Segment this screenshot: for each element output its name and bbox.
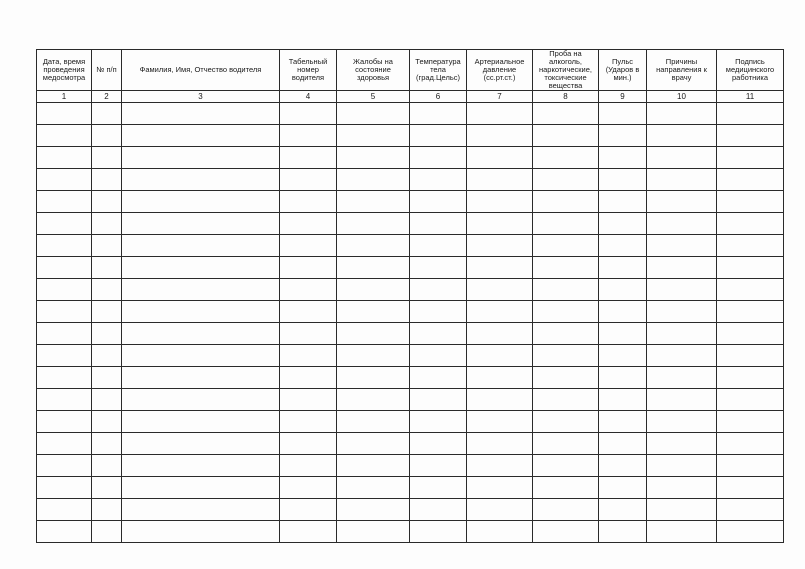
- entry-cell: [92, 367, 122, 389]
- entry-cell: [280, 521, 337, 543]
- entry-cell: [280, 433, 337, 455]
- entry-cell: [337, 191, 410, 213]
- entry-cell: [122, 345, 280, 367]
- entry-cell: [337, 499, 410, 521]
- table-row: [37, 301, 784, 323]
- entry-cell: [37, 125, 92, 147]
- column-number: 5: [337, 91, 410, 103]
- entry-cell: [337, 367, 410, 389]
- entry-cell: [467, 455, 533, 477]
- entry-cell: [599, 191, 647, 213]
- entry-cell: [533, 125, 599, 147]
- entry-cell: [92, 323, 122, 345]
- entry-cell: [647, 257, 717, 279]
- entry-cell: [533, 279, 599, 301]
- entry-cell: [37, 499, 92, 521]
- entry-cell: [337, 389, 410, 411]
- entry-cell: [533, 191, 599, 213]
- table-row: [37, 235, 784, 257]
- entry-cell: [122, 169, 280, 191]
- entry-cell: [467, 301, 533, 323]
- entry-cell: [280, 389, 337, 411]
- entry-cell: [122, 103, 280, 125]
- entry-cell: [280, 191, 337, 213]
- column-number: 8: [533, 91, 599, 103]
- entry-cell: [467, 235, 533, 257]
- entry-cell: [37, 521, 92, 543]
- entry-cell: [533, 235, 599, 257]
- entry-cell: [717, 257, 784, 279]
- column-number: 10: [647, 91, 717, 103]
- entry-cell: [410, 147, 467, 169]
- entry-cell: [599, 433, 647, 455]
- entry-cell: [467, 389, 533, 411]
- entry-cell: [122, 477, 280, 499]
- entry-cell: [647, 367, 717, 389]
- entry-cell: [717, 213, 784, 235]
- entry-cell: [647, 147, 717, 169]
- entry-cell: [280, 147, 337, 169]
- header-date-time: Дата, время проведения медосмотра: [37, 50, 92, 91]
- header-health-complaints: Жалобы на состояние здоровья: [337, 50, 410, 91]
- entry-cell: [337, 235, 410, 257]
- entry-cell: [467, 367, 533, 389]
- entry-cell: [410, 235, 467, 257]
- entry-cell: [533, 323, 599, 345]
- entry-cell: [599, 301, 647, 323]
- entry-cell: [122, 411, 280, 433]
- table-row: [37, 433, 784, 455]
- entry-cell: [647, 103, 717, 125]
- entry-cell: [410, 257, 467, 279]
- entry-cell: [92, 125, 122, 147]
- column-number: 3: [122, 91, 280, 103]
- entry-cell: [280, 345, 337, 367]
- entry-cell: [280, 455, 337, 477]
- entry-cell: [92, 477, 122, 499]
- table-row: [37, 191, 784, 213]
- header-blood-pressure: Артериальное давление (сс.рт.ст.): [467, 50, 533, 91]
- entry-cell: [37, 103, 92, 125]
- entry-cell: [647, 323, 717, 345]
- entry-cell: [410, 169, 467, 191]
- entry-cell: [92, 521, 122, 543]
- entry-cell: [467, 279, 533, 301]
- entry-cell: [533, 345, 599, 367]
- entry-cell: [122, 125, 280, 147]
- table-row: [37, 103, 784, 125]
- entry-cell: [717, 455, 784, 477]
- entry-cell: [717, 147, 784, 169]
- table-row: [37, 411, 784, 433]
- entry-cell: [410, 455, 467, 477]
- entry-cell: [280, 169, 337, 191]
- entry-cell: [467, 213, 533, 235]
- entry-cell: [467, 345, 533, 367]
- entry-cell: [122, 191, 280, 213]
- entry-cell: [337, 433, 410, 455]
- entry-cell: [410, 301, 467, 323]
- entry-cell: [599, 213, 647, 235]
- column-number-row: [37, 91, 784, 103]
- entry-cell: [122, 455, 280, 477]
- entry-cell: [280, 367, 337, 389]
- entry-cell: [122, 433, 280, 455]
- entry-cell: [337, 147, 410, 169]
- entry-cell: [467, 323, 533, 345]
- entry-cell: [37, 213, 92, 235]
- entry-cell: [647, 301, 717, 323]
- entry-cell: [599, 279, 647, 301]
- entry-cell: [337, 521, 410, 543]
- entry-cell: [599, 235, 647, 257]
- entry-cell: [280, 279, 337, 301]
- entry-cell: [467, 147, 533, 169]
- entry-cell: [467, 499, 533, 521]
- entry-cell: [647, 213, 717, 235]
- header-medic-signature: Подпись медицинского работника: [717, 50, 784, 91]
- entry-cell: [467, 103, 533, 125]
- entry-cell: [92, 191, 122, 213]
- column-number: 4: [280, 91, 337, 103]
- column-number: 11: [717, 91, 784, 103]
- entry-cell: [37, 345, 92, 367]
- entry-cell: [467, 521, 533, 543]
- entry-cell: [467, 169, 533, 191]
- entry-cell: [337, 411, 410, 433]
- entry-cell: [410, 103, 467, 125]
- entry-cell: [647, 455, 717, 477]
- entry-cell: [122, 499, 280, 521]
- entry-cell: [410, 389, 467, 411]
- entry-cell: [533, 213, 599, 235]
- entry-cell: [599, 103, 647, 125]
- entry-cell: [717, 345, 784, 367]
- entry-cell: [410, 367, 467, 389]
- entry-cell: [37, 477, 92, 499]
- entry-cell: [92, 279, 122, 301]
- header-driver-name: Фамилия, Имя, Отчество водителя: [122, 50, 280, 91]
- entry-cell: [37, 257, 92, 279]
- entry-cell: [533, 257, 599, 279]
- entry-cell: [280, 499, 337, 521]
- table-row: [37, 499, 784, 521]
- entry-cell: [122, 301, 280, 323]
- entry-cell: [533, 499, 599, 521]
- entry-cell: [37, 323, 92, 345]
- entry-cell: [717, 301, 784, 323]
- header-number: № п/п: [92, 50, 122, 91]
- column-number: 7: [467, 91, 533, 103]
- header-substance-test: Проба на алкоголь, наркотические, токсические вещества: [533, 50, 599, 91]
- entry-cell: [37, 433, 92, 455]
- entry-cell: [92, 235, 122, 257]
- header-row: [37, 50, 784, 91]
- table-row: [37, 147, 784, 169]
- entry-cell: [717, 191, 784, 213]
- entry-cell: [337, 103, 410, 125]
- entry-cell: [599, 169, 647, 191]
- entry-cell: [92, 301, 122, 323]
- table-row: [37, 455, 784, 477]
- entry-cell: [92, 169, 122, 191]
- entry-cell: [337, 257, 410, 279]
- entry-cell: [599, 367, 647, 389]
- entry-cell: [717, 367, 784, 389]
- entry-cell: [647, 499, 717, 521]
- entry-cell: [337, 301, 410, 323]
- entry-cell: [37, 279, 92, 301]
- entry-cell: [717, 169, 784, 191]
- medical-exam-log-table: [36, 49, 784, 543]
- entry-cell: [717, 411, 784, 433]
- entry-cell: [533, 477, 599, 499]
- entry-cell: [599, 323, 647, 345]
- entry-cell: [717, 499, 784, 521]
- entry-cell: [647, 521, 717, 543]
- header-pulse: Пульс (Ударов в мин.): [599, 50, 647, 91]
- entry-cell: [122, 279, 280, 301]
- entry-cell: [337, 213, 410, 235]
- entry-cell: [122, 257, 280, 279]
- entry-cell: [122, 521, 280, 543]
- entry-cell: [467, 191, 533, 213]
- table-row: [37, 169, 784, 191]
- entry-cell: [599, 125, 647, 147]
- header-referral-reasons: Причины направления к врачу: [647, 50, 717, 91]
- entry-cell: [337, 169, 410, 191]
- entry-cell: [410, 191, 467, 213]
- entry-cell: [717, 389, 784, 411]
- entry-cell: [280, 235, 337, 257]
- entry-cell: [717, 279, 784, 301]
- entry-cell: [647, 191, 717, 213]
- entry-cell: [533, 103, 599, 125]
- entry-cell: [337, 279, 410, 301]
- table-row: [37, 125, 784, 147]
- entry-cell: [599, 257, 647, 279]
- table-row: [37, 257, 784, 279]
- entry-cell: [37, 389, 92, 411]
- entry-cell: [717, 521, 784, 543]
- column-number: 6: [410, 91, 467, 103]
- entry-cell: [122, 213, 280, 235]
- entry-cell: [92, 411, 122, 433]
- entry-cell: [533, 521, 599, 543]
- entry-cell: [37, 301, 92, 323]
- entry-cell: [37, 235, 92, 257]
- entry-cell: [280, 411, 337, 433]
- entry-cell: [647, 389, 717, 411]
- entry-cell: [122, 147, 280, 169]
- entry-cell: [410, 345, 467, 367]
- entry-cell: [280, 257, 337, 279]
- entry-cell: [467, 125, 533, 147]
- entry-cell: [599, 499, 647, 521]
- entry-cell: [599, 147, 647, 169]
- entry-cell: [533, 301, 599, 323]
- entry-cell: [533, 411, 599, 433]
- entry-cell: [280, 301, 337, 323]
- entry-cell: [92, 455, 122, 477]
- entry-cell: [337, 323, 410, 345]
- table-row: [37, 213, 784, 235]
- log-entries: [37, 103, 784, 543]
- entry-cell: [92, 213, 122, 235]
- entry-cell: [410, 279, 467, 301]
- table-row: [37, 323, 784, 345]
- entry-cell: [647, 169, 717, 191]
- entry-cell: [599, 389, 647, 411]
- entry-cell: [92, 257, 122, 279]
- entry-cell: [410, 477, 467, 499]
- table-row: [37, 521, 784, 543]
- entry-cell: [410, 213, 467, 235]
- entry-cell: [410, 125, 467, 147]
- column-number: 9: [599, 91, 647, 103]
- entry-cell: [122, 367, 280, 389]
- entry-cell: [717, 235, 784, 257]
- entry-cell: [599, 477, 647, 499]
- entry-cell: [717, 125, 784, 147]
- table-row: [37, 279, 784, 301]
- entry-cell: [647, 433, 717, 455]
- entry-cell: [599, 521, 647, 543]
- entry-cell: [599, 411, 647, 433]
- entry-cell: [122, 389, 280, 411]
- entry-cell: [37, 147, 92, 169]
- entry-cell: [647, 345, 717, 367]
- entry-cell: [467, 477, 533, 499]
- entry-cell: [92, 389, 122, 411]
- table-row: [37, 389, 784, 411]
- entry-cell: [280, 213, 337, 235]
- entry-cell: [92, 103, 122, 125]
- entry-cell: [717, 477, 784, 499]
- entry-cell: [92, 147, 122, 169]
- column-number: 2: [92, 91, 122, 103]
- entry-cell: [122, 235, 280, 257]
- entry-cell: [717, 323, 784, 345]
- entry-cell: [410, 499, 467, 521]
- entry-cell: [92, 345, 122, 367]
- entry-cell: [717, 433, 784, 455]
- entry-cell: [280, 103, 337, 125]
- entry-cell: [122, 323, 280, 345]
- entry-cell: [599, 455, 647, 477]
- entry-cell: [599, 345, 647, 367]
- entry-cell: [280, 323, 337, 345]
- entry-cell: [410, 323, 467, 345]
- entry-cell: [410, 433, 467, 455]
- entry-cell: [37, 191, 92, 213]
- header-personnel-number: Табельный номер водителя: [280, 50, 337, 91]
- entry-cell: [533, 147, 599, 169]
- entry-cell: [37, 411, 92, 433]
- entry-cell: [280, 477, 337, 499]
- entry-cell: [717, 103, 784, 125]
- entry-cell: [337, 125, 410, 147]
- entry-cell: [337, 477, 410, 499]
- table-row: [37, 477, 784, 499]
- entry-cell: [647, 235, 717, 257]
- entry-cell: [337, 455, 410, 477]
- entry-cell: [647, 279, 717, 301]
- entry-cell: [533, 389, 599, 411]
- entry-cell: [92, 433, 122, 455]
- entry-cell: [647, 411, 717, 433]
- entry-cell: [280, 125, 337, 147]
- entry-cell: [37, 169, 92, 191]
- table-row: [37, 345, 784, 367]
- table-row: [37, 367, 784, 389]
- entry-cell: [410, 411, 467, 433]
- entry-cell: [533, 433, 599, 455]
- entry-cell: [337, 345, 410, 367]
- entry-cell: [533, 169, 599, 191]
- entry-cell: [467, 411, 533, 433]
- entry-cell: [37, 455, 92, 477]
- entry-cell: [647, 125, 717, 147]
- entry-cell: [92, 499, 122, 521]
- entry-cell: [467, 257, 533, 279]
- entry-cell: [37, 367, 92, 389]
- entry-cell: [410, 521, 467, 543]
- entry-cell: [647, 477, 717, 499]
- entry-cell: [467, 433, 533, 455]
- entry-cell: [533, 367, 599, 389]
- header-body-temperature: Температура тела (град.Цельс): [410, 50, 467, 91]
- column-number: 1: [37, 91, 92, 103]
- entry-cell: [533, 455, 599, 477]
